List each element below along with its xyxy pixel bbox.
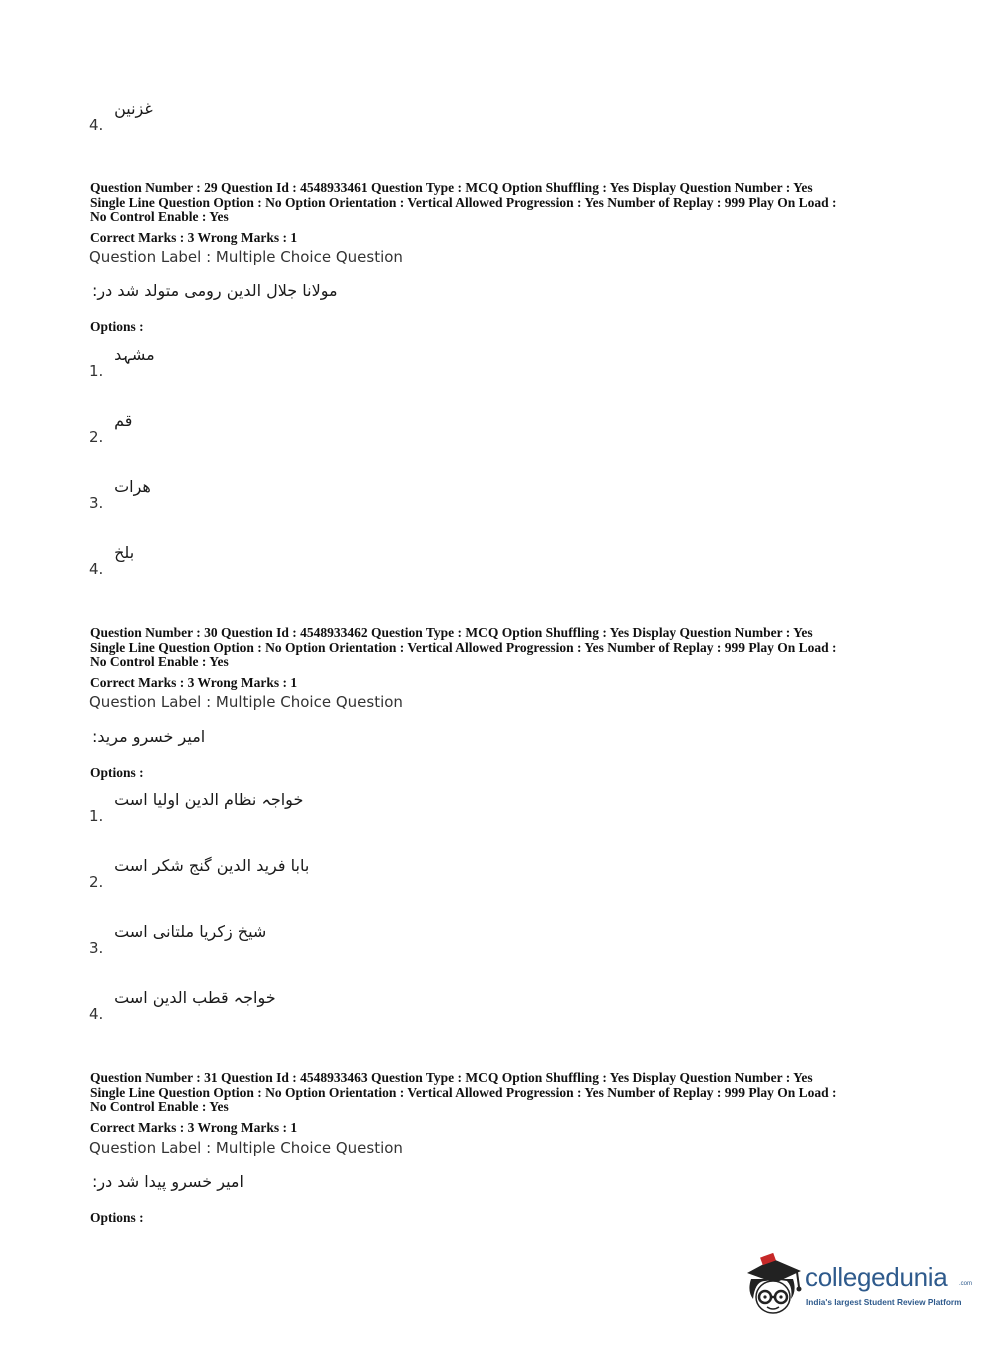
option-number: 4. (89, 560, 104, 578)
meta-line: Question Number : 30 Question Id : 4548933462 Question Type : MCQ Option Shuffling : Yes Display Question Number : Yes (90, 625, 813, 640)
collegedunia-wordmark: collegedunia (805, 1262, 948, 1292)
meta-line: Single Line Question Option : No Option Orientation : Vertical Allowed Progression : Yes Number of Replay : 999 Play On Load : (90, 194, 837, 210)
collegedunia-mascot-icon (743, 1251, 805, 1317)
option-text: خواجہ قطب الدین است (114, 988, 276, 1007)
option-item (89, 477, 151, 512)
options-heading: Options : (90, 765, 144, 780)
option-item (89, 856, 310, 891)
option-item (89, 922, 267, 957)
question-label: Question Label : Multiple Choice Question (89, 693, 403, 711)
options-heading: Options : (90, 1210, 144, 1225)
meta-line: Question Number : 29 Question Id : 4548933461 Question Type : MCQ Option Shuffling : Yes Display Question Number : Yes (90, 180, 813, 195)
collegedunia-tagline: India's largest Student Review Platform (806, 1297, 962, 1307)
question-label: Question Label : Multiple Choice Question (89, 248, 403, 266)
option-number: 1. (89, 807, 104, 825)
option-number: 4. (89, 116, 104, 134)
question-meta (90, 1071, 920, 1115)
marks-line: Correct Marks : 3 Wrong Marks : 1 (90, 675, 298, 690)
option-text: مشہد (114, 345, 155, 364)
option-item (89, 790, 304, 825)
option-number: 1. (89, 362, 104, 380)
option-text: قم (114, 411, 133, 430)
option-item (89, 988, 276, 1023)
meta-line: Single Line Question Option : No Option Orientation : Vertical Allowed Progression : Yes Number of Replay : 999 Play On Load : (90, 639, 837, 655)
option-item (89, 411, 133, 446)
question-label: Question Label : Multiple Choice Question (89, 1139, 403, 1157)
marks-line: Correct Marks : 3 Wrong Marks : 1 (90, 1120, 298, 1135)
option-number: 2. (89, 428, 104, 446)
meta-line: Question Number : 31 Question Id : 4548933463 Question Type : MCQ Option Shuffling : Yes Display Question Number : Yes (90, 1070, 813, 1085)
marks-line: Correct Marks : 3 Wrong Marks : 1 (90, 230, 298, 245)
option-text: غزنین (114, 99, 153, 118)
question-text: امیر خسرو پیدا شد در: (92, 1172, 244, 1191)
meta-line: Single Line Question Option : No Option Orientation : Vertical Allowed Progression : Yes Number of Replay : 999 Play On Load : (90, 1084, 837, 1100)
option-item (89, 543, 135, 578)
option-text: خواجہ نظام الدین اولیا است (114, 790, 304, 809)
meta-line: No Control Enable : Yes (90, 654, 229, 670)
collegedunia-domain: .com (959, 1281, 973, 1287)
option-text: شیخ زکریا ملتانی است (114, 922, 267, 941)
option-text: بابا فرید الدین گنج شکر است (114, 856, 310, 875)
question-text: امیر خسرو مرید: (92, 727, 206, 746)
question-meta (90, 626, 920, 670)
option-text: بلخ (114, 543, 135, 562)
option-number: 4. (89, 1005, 104, 1023)
options-heading: Options : (90, 319, 144, 334)
option-number: 3. (89, 494, 104, 512)
option-number: 2. (89, 873, 104, 891)
question-meta (90, 181, 920, 225)
meta-line: No Control Enable : Yes (90, 209, 229, 225)
question-text: مولانا جلال الدین رومی متولد شد در: (92, 281, 338, 300)
option-text: ھرات (114, 477, 151, 496)
option-item (89, 99, 153, 134)
meta-line: No Control Enable : Yes (90, 1099, 229, 1115)
option-number: 3. (89, 939, 104, 957)
option-item (89, 345, 155, 380)
